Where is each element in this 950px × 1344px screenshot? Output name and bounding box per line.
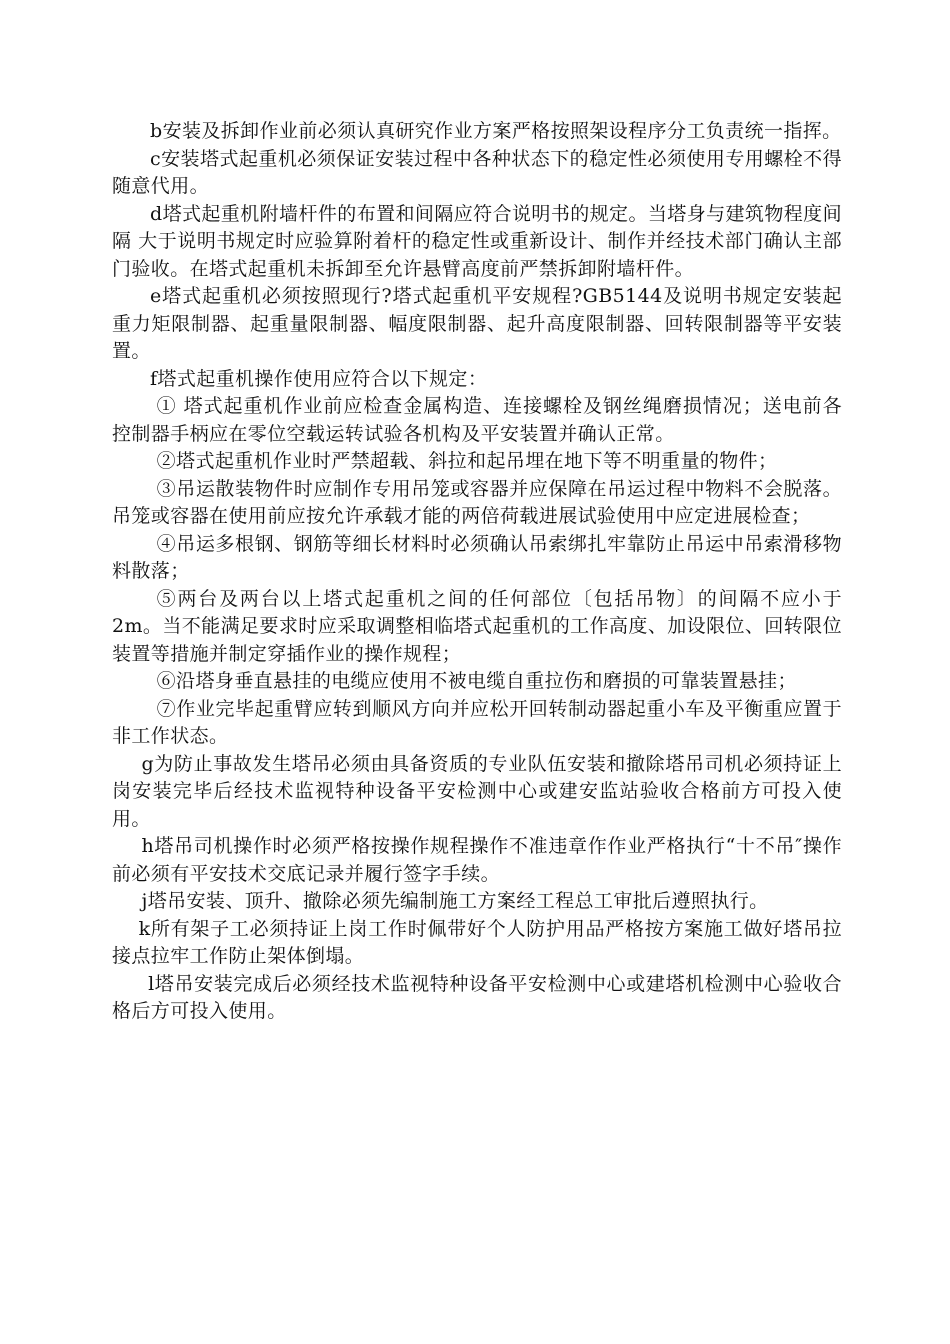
paragraph-h: h塔吊司机操作时必须严格按操作规程操作不准违章作作业严格执行“十不吊″操作前必须有平安技术交底记录并履行签字手续。: [112, 835, 842, 885]
list-item-6: ⑥沿塔身垂直悬挂的电缆应使用不被电缆自重拉伤和磨损的可靠装置悬挂；: [156, 670, 797, 692]
paragraph-g: g为防止事故发生塔吊必须由具备资质的专业队伍安装和撤除塔吊司机必须持证上岗安装完毕后经技术监视特种设备平安检测中心或建安监站验收合格前方可投入使用。: [112, 752, 842, 830]
list-item-5: ⑤两台及两台以上塔式起重机之间的任何部位〔包括吊物〕的间隔不应小于2m。当不能满足要求时应采取调整相临塔式起重机的工作高度、加设限位、回转限位装置等措施并制定穿插作业的操作规程；: [112, 587, 842, 665]
paragraph-k: k所有架子工必须持证上岗工作时佩带好个人防护用品严格按方案施工做好塔吊拉接点拉牢工作防止架体倒塌。: [112, 917, 842, 967]
list-item-4: ④吊运多根钢、钢筋等细长材料时必须确认吊索绑扎牢靠防止吊运中吊索滑移物料散落；: [112, 532, 842, 582]
paragraph-l: l塔吊安装完成后必须经技术监视特种设备平安检测中心或建塔机检测中心验收合格后方可投入使用。: [112, 972, 842, 1022]
list-item-2: ②塔式起重机作业时严禁超载、斜拉和起吊埋在地下等不明重量的物件；: [156, 450, 778, 472]
paragraph-e: e塔式起重机必须按照现行?塔式起重机平安规程?GB5144及说明书规定安装起重力矩限制器、起重量限制器、幅度限制器、起升高度限制器、回转限制器等平安装置。: [112, 285, 842, 362]
list-item-1: ① 塔式起重机作业前应检查金属构造、连接螺栓及钢丝绳磨损情况；送电前各控制器手柄应在零位空载运转试验各机构及平安装置并确认正常。: [112, 395, 842, 445]
paragraph-c: c安装塔式起重机必须保证安装过程中各种状态下的稳定性必须使用专用螺栓不得随意代用。: [112, 147, 842, 197]
paragraph-f: f塔式起重机操作使用应符合以下规定：: [150, 367, 488, 390]
paragraph-d: d塔式起重机附墙杆件的布置和间隔应符合说明书的规定。当塔身与建筑物程度间隔 大于说明书规定时应验算附着杆的稳定性或重新设计、制作并经技术部门确认主部门验收。在塔式起重机未拆卸至允许悬臂高度前严禁拆卸附墙杆件。: [112, 202, 842, 280]
document-page: [112, 118, 842, 1026]
paragraph-j: j塔吊安装、顶升、撤除必须先编制施工方案经工程总工审批后遵照执行。: [141, 890, 769, 912]
list-item-3: ③吊运散装物件时应制作专用吊笼或容器并应保障在吊运过程中物料不会脱落。吊笼或容器在使用前应按允许承载才能的两倍荷载进展试验使用中应定进展检查；: [112, 477, 842, 527]
list-item-7: ⑦作业完毕起重臂应转到顺风方向并应松开回转制动器起重小车及平衡重应置于非工作状态。: [112, 697, 842, 747]
paragraph-b: b安装及拆卸作业前必须认真研究作业方案严格按照架设程序分工负责统一指挥。: [150, 120, 842, 142]
